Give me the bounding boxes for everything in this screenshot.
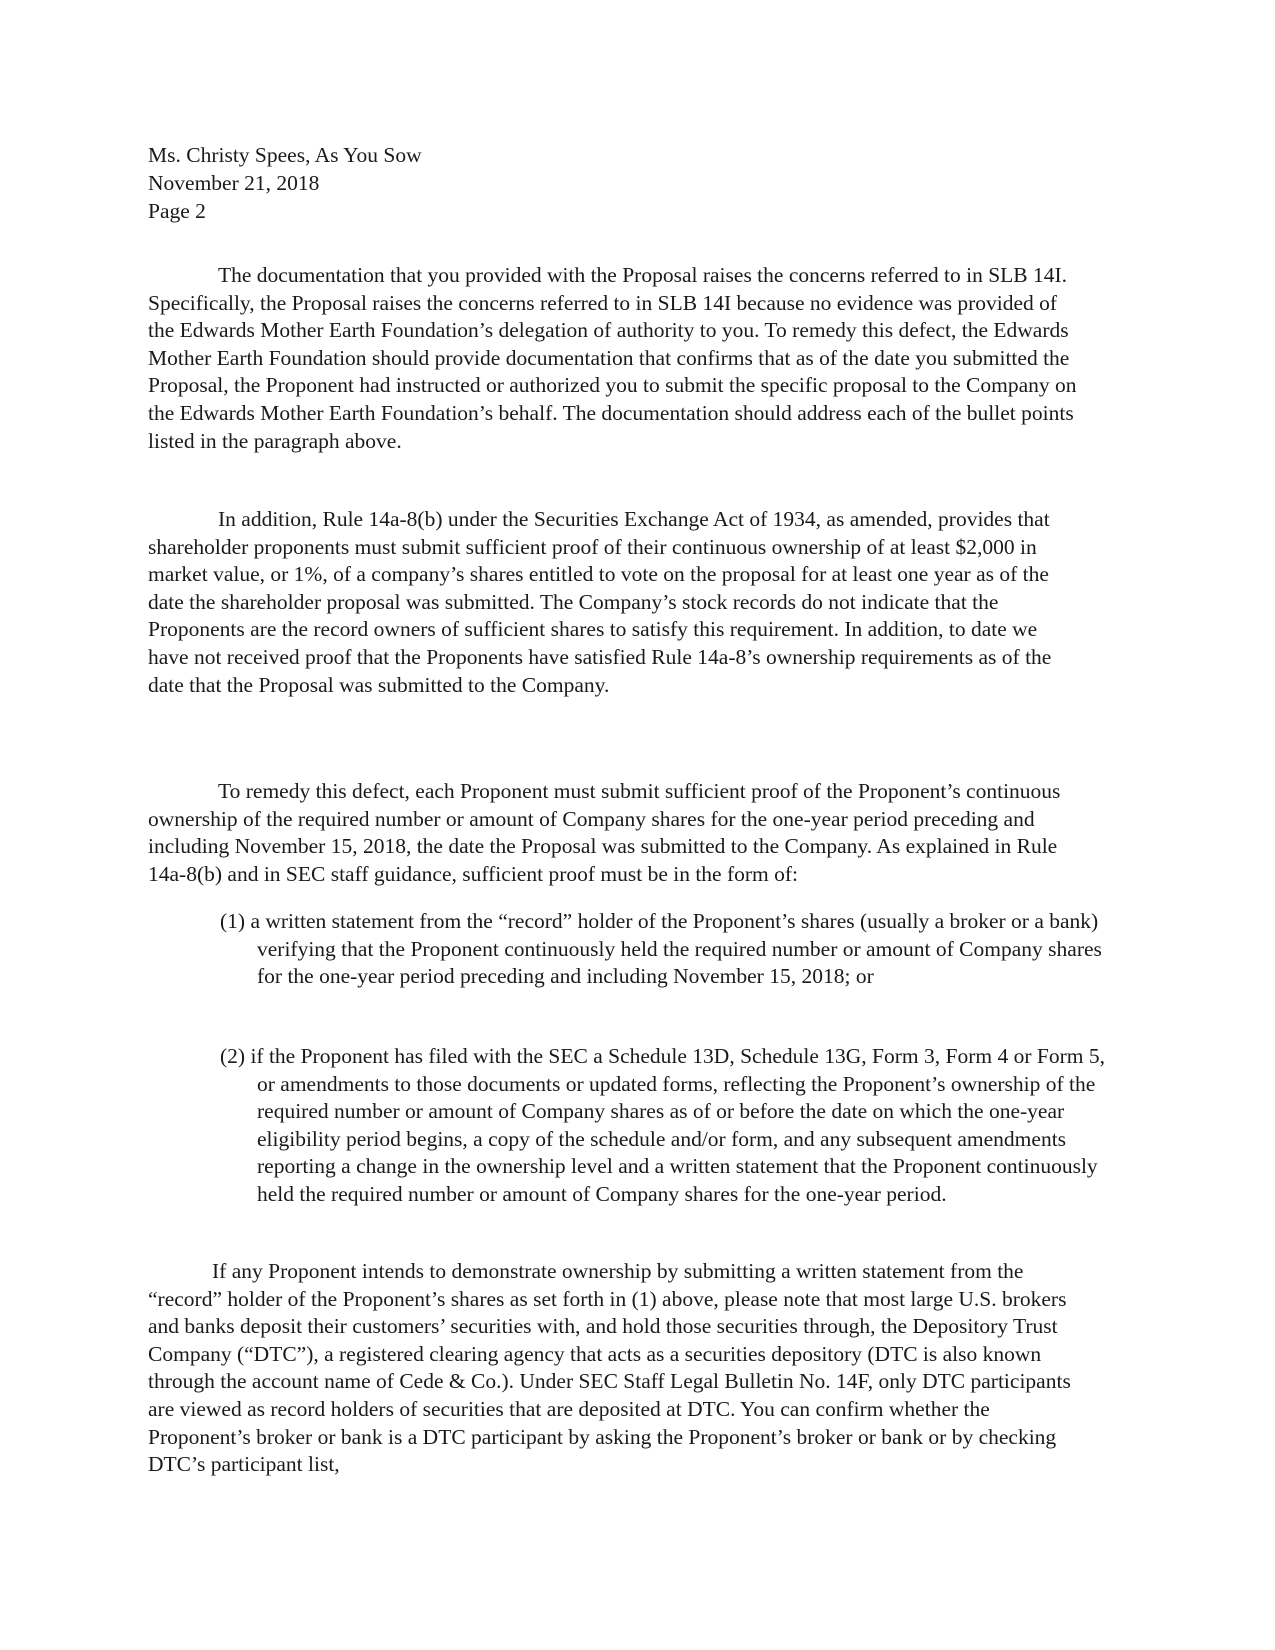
list-item-1: (1) a written statement from the “record” holder of the Proponent’s shares (usually a broker or a bank) verifying that the Proponent continuously held the required number or amount of Company shares for the one-year period preceding and including November 15, 2018; or [220, 909, 1102, 989]
paragraph-delegation: The documentation that you provided with the Proposal raises the concerns referred to in SLB 14I. Specifically, the Proposal raises the concerns referred to in SLB 14I because no evidence was provided of the Edwards Mother Earth Foundation’s delegation of authority to you. To remedy this defect, the Edwards Mother Earth Foundation should provide documentation that confirms that as of the date you submitted the Proposal, the Proponent had instructed or authorized you to submit the specific proposal to the Company on the Edwards Mother Earth Foundation’s behalf. The documentation should address each of the bullet points listed in the paragraph above. [148, 263, 1077, 453]
paragraph-remedy: To remedy this defect, each Proponent must submit sufficient proof of the Proponent’s continuous ownership of the required number or amount of Company shares for the one-year period preceding and including November 15, 2018, the date the Proposal was submitted to the Company. As explained in Rule 14a-8(b) and in SEC staff guidance, sufficient proof must be in the form of: [148, 779, 1061, 886]
list-item-2: (2) if the Proponent has filed with the SEC a Schedule 13D, Schedule 13G, Form 3, Form 4 or Form 5, or amendments to those documents or updated forms, reflecting the Proponent’s ownership of the required number or amount of Company shares as of or before the date on which the one-year eligibility period begins, a copy of the schedule and/or form, and any subsequent amendments reporting a change in the ownership level and a written statement that the Proponent continuously held the required number or amount of Company shares for the one-year period. [220, 1044, 1105, 1206]
letter-date: November 21, 2018 [148, 171, 320, 195]
page-number: Page 2 [148, 199, 206, 223]
recipient-line: Ms. Christy Spees, As You Sow [148, 143, 422, 167]
paragraph-ownership-rule: In addition, Rule 14a-8(b) under the Securities Exchange Act of 1934, as amended, provides that shareholder proponents must submit sufficient proof of their continuous ownership of at least $2,000 in market value, or 1%, of a company’s shares entitled to vote on the proposal for at least one year as of the date the shareholder proposal was submitted. The Company’s stock records do not indicate that the Proponents are the record owners of sufficient shares to satisfy this requirement. In addition, to date we have not received proof that the Proponents have satisfied Rule 14a-8’s ownership requirements as of the date that the Proposal was submitted to the Company. [148, 507, 1052, 697]
paragraph-dtc: If any Proponent intends to demonstrate ownership by submitting a written statement from the “record” holder of the Proponent’s shares as set forth in (1) above, please note that most large U.S. brokers and banks deposit their customers’ securities with, and hold those securities through, the Depository Trust Company (“DTC”), a registered clearing agency that acts as a securities depository (DTC is also known through the account name of Cede & Co.). Under SEC Staff Legal Bulletin No. 14F, only DTC participants are viewed as record holders of securities that are deposited at DTC. You can confirm whether the Proponent’s broker or bank is a DTC participant by asking the Proponent’s broker or bank or by checking DTC’s participant list, [148, 1259, 1071, 1477]
